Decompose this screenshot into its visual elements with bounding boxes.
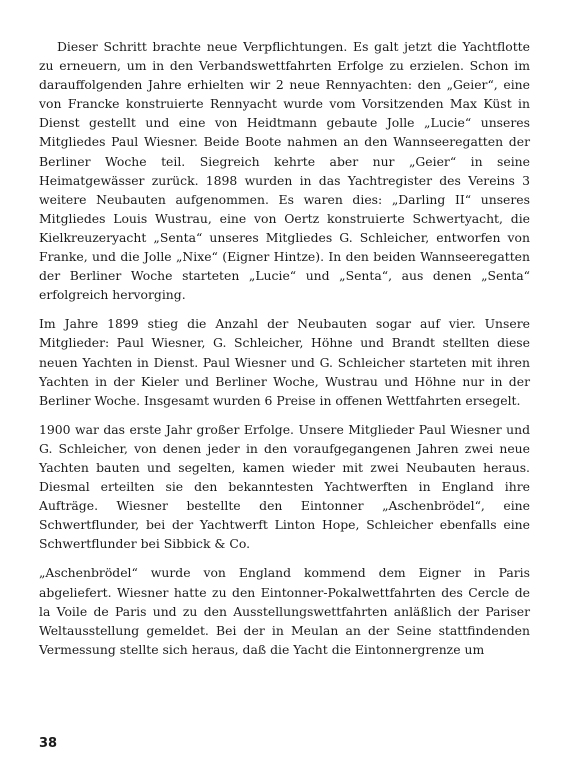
- page-number: 38: [39, 736, 58, 751]
- paragraph-4: „Aschenbrödel“ wurde von England kommend dem Eigner in Paris abgeliefert. Wiesner hatte zu den Eintonner-Pokalwettfahrten des Cercle de la Voile de Paris und zu den Ausstellungswettfahrten anläßlich der Pariser Weltausstellung gemeldet. Bei der in Meulan an der Seine stattfindenden Vermessung stellte sich heraus, daß die Yacht die Eintonnergrenze um: [39, 565, 530, 657]
- paragraph-2: Im Jahre 1899 stieg die Anzahl der Neubauten sogar auf vier. Unsere Mitglieder: Paul Wiesner, G. Schleicher, Höhne und Brandt stellten diese neuen Yachten in Dienst. Paul Wiesner und G. Schleicher starteten mit ihren Yachten in der Kieler und Berliner Woche, Wustrau und Höhne nur in der Berliner Woche. Insgesamt wurden 6 Preise in offenen Wettfahrten ersegelt.: [39, 316, 530, 408]
- paragraph-1: Dieser Schritt brachte neue Verpflichtungen. Es galt jetzt die Yachtflotte zu erneuern, um in den Verbandswettfahrten Erfolge zu erzielen. Schon im darauffolgenden Jahre erhielten wir 2 neue Rennyachten: den „Geier“, eine von Francke konstruierte Rennyacht wurde vom Vorsitzenden Max Küst in Dienst gestellt und eine von Heidtmann gebaute Jolle „Lucie“ unseres Mitgliedes Paul Wiesner. Beide Boote nahmen an den Wannseeregatten der Berliner Woche teil. Siegreich kehrte aber nur „Geier“ in seine Heimatgewässer zurück. 1898 wurden in das Yachtregister des Vereins 3 weitere Neubauten aufgenommen. Es waren dies: „Darling II“ unseres Mitgliedes Louis Wustrau, eine von Oertz konstruierte Schwertyacht, die Kielkreuzeryacht „Senta“ unseres Mitgliedes G. Schleicher, entworfen von Franke, und die Jolle „Nixe“ (Eigner Hintze). In den beiden Wannseeregatten der Berliner Woche starteten „Lucie“ und „Senta“, aus denen „Senta“ erfolgreich hervorging.: [39, 39, 530, 303]
- paragraph-3: 1900 war das erste Jahr großer Erfolge. Unsere Mitglieder Paul Wiesner und G. Schleicher, von denen jeder in den voraufgegangenen Jahren zwei neue Yachten bauten und segelten, kamen wieder mit zwei Neubauten heraus. Diesmal erteilten sie den bekanntesten Yachtwerften in England ihre Aufträge. Wiesner bestellte den Eintonner „Aschenbrödel“, eine Schwertflunder, bei der Yachtwerft Linton Hope, Schleicher ebenfalls eine Schwertflunder bei Sibbick & Co.: [39, 421, 530, 552]
